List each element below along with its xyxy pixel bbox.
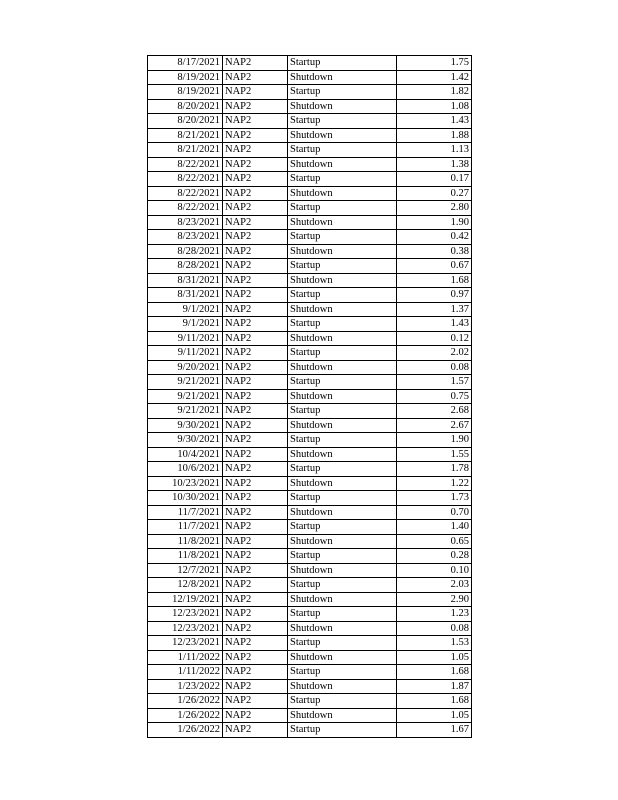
date-cell: 9/1/2021 bbox=[148, 302, 223, 317]
date-cell: 8/23/2021 bbox=[148, 230, 223, 245]
value-cell: 1.22 bbox=[397, 476, 472, 491]
value-cell: 2.03 bbox=[397, 578, 472, 593]
value-cell: 1.08 bbox=[397, 99, 472, 114]
date-cell: 1/23/2022 bbox=[148, 679, 223, 694]
table-row bbox=[148, 723, 472, 738]
event-cell: Shutdown bbox=[288, 650, 397, 665]
unit-cell: NAP2 bbox=[223, 172, 288, 187]
unit-cell: NAP2 bbox=[223, 114, 288, 129]
date-cell: 12/8/2021 bbox=[148, 578, 223, 593]
date-cell: 9/21/2021 bbox=[148, 389, 223, 404]
table-row bbox=[148, 331, 472, 346]
date-cell: 1/26/2022 bbox=[148, 694, 223, 709]
event-cell: Startup bbox=[288, 578, 397, 593]
value-cell: 1.43 bbox=[397, 317, 472, 332]
event-cell: Startup bbox=[288, 346, 397, 361]
unit-cell: NAP2 bbox=[223, 128, 288, 143]
table-row bbox=[148, 259, 472, 274]
unit-cell: NAP2 bbox=[223, 302, 288, 317]
date-cell: 8/21/2021 bbox=[148, 128, 223, 143]
event-cell: Shutdown bbox=[288, 128, 397, 143]
unit-cell: NAP2 bbox=[223, 244, 288, 259]
value-cell: 1.68 bbox=[397, 665, 472, 680]
event-cell: Shutdown bbox=[288, 331, 397, 346]
table-row bbox=[148, 128, 472, 143]
table-row bbox=[148, 534, 472, 549]
table-row bbox=[148, 114, 472, 129]
unit-cell: NAP2 bbox=[223, 433, 288, 448]
date-cell: 1/26/2022 bbox=[148, 723, 223, 738]
unit-cell: NAP2 bbox=[223, 418, 288, 433]
date-cell: 8/22/2021 bbox=[148, 186, 223, 201]
table-row bbox=[148, 505, 472, 520]
date-cell: 9/20/2021 bbox=[148, 360, 223, 375]
date-cell: 12/19/2021 bbox=[148, 592, 223, 607]
table-row bbox=[148, 143, 472, 158]
table-row bbox=[148, 172, 472, 187]
table-row bbox=[148, 520, 472, 535]
event-cell: Shutdown bbox=[288, 534, 397, 549]
table-row bbox=[148, 85, 472, 100]
table-row bbox=[148, 157, 472, 172]
table-body bbox=[148, 56, 472, 738]
value-cell: 1.38 bbox=[397, 157, 472, 172]
value-cell: 1.82 bbox=[397, 85, 472, 100]
table-row bbox=[148, 433, 472, 448]
date-cell: 11/7/2021 bbox=[148, 520, 223, 535]
date-cell: 9/1/2021 bbox=[148, 317, 223, 332]
event-cell: Startup bbox=[288, 201, 397, 216]
date-cell: 8/31/2021 bbox=[148, 288, 223, 303]
event-cell: Startup bbox=[288, 549, 397, 564]
table-row bbox=[148, 462, 472, 477]
date-cell: 10/4/2021 bbox=[148, 447, 223, 462]
event-cell: Startup bbox=[288, 694, 397, 709]
table-row bbox=[148, 549, 472, 564]
date-cell: 9/21/2021 bbox=[148, 404, 223, 419]
value-cell: 1.68 bbox=[397, 273, 472, 288]
date-cell: 10/6/2021 bbox=[148, 462, 223, 477]
event-cell: Shutdown bbox=[288, 157, 397, 172]
table-row bbox=[148, 99, 472, 114]
date-cell: 8/28/2021 bbox=[148, 244, 223, 259]
table-row bbox=[148, 491, 472, 506]
date-cell: 9/11/2021 bbox=[148, 346, 223, 361]
startup-shutdown-table bbox=[147, 55, 472, 738]
table-row bbox=[148, 302, 472, 317]
event-cell: Startup bbox=[288, 85, 397, 100]
date-cell: 10/23/2021 bbox=[148, 476, 223, 491]
table-row bbox=[148, 694, 472, 709]
date-cell: 8/23/2021 bbox=[148, 215, 223, 230]
date-cell: 12/23/2021 bbox=[148, 621, 223, 636]
unit-cell: NAP2 bbox=[223, 360, 288, 375]
event-cell: Shutdown bbox=[288, 505, 397, 520]
value-cell: 0.08 bbox=[397, 621, 472, 636]
table-row bbox=[148, 636, 472, 651]
event-cell: Shutdown bbox=[288, 389, 397, 404]
date-cell: 12/7/2021 bbox=[148, 563, 223, 578]
value-cell: 1.42 bbox=[397, 70, 472, 85]
date-cell: 8/20/2021 bbox=[148, 99, 223, 114]
table-row bbox=[148, 70, 472, 85]
table-row bbox=[148, 679, 472, 694]
unit-cell: NAP2 bbox=[223, 201, 288, 216]
table-row bbox=[148, 578, 472, 593]
value-cell: 0.08 bbox=[397, 360, 472, 375]
unit-cell: NAP2 bbox=[223, 665, 288, 680]
table-row bbox=[148, 273, 472, 288]
value-cell: 0.70 bbox=[397, 505, 472, 520]
table-row bbox=[148, 650, 472, 665]
table-row bbox=[148, 244, 472, 259]
table-row bbox=[148, 360, 472, 375]
date-cell: 12/23/2021 bbox=[148, 636, 223, 651]
event-cell: Startup bbox=[288, 259, 397, 274]
unit-cell: NAP2 bbox=[223, 621, 288, 636]
event-cell: Startup bbox=[288, 404, 397, 419]
event-cell: Shutdown bbox=[288, 273, 397, 288]
event-cell: Shutdown bbox=[288, 418, 397, 433]
date-cell: 8/21/2021 bbox=[148, 143, 223, 158]
value-cell: 1.67 bbox=[397, 723, 472, 738]
event-cell: Startup bbox=[288, 433, 397, 448]
value-cell: 0.42 bbox=[397, 230, 472, 245]
value-cell: 1.53 bbox=[397, 636, 472, 651]
date-cell: 1/11/2022 bbox=[148, 665, 223, 680]
event-cell: Shutdown bbox=[288, 679, 397, 694]
event-cell: Shutdown bbox=[288, 476, 397, 491]
unit-cell: NAP2 bbox=[223, 70, 288, 85]
date-cell: 8/19/2021 bbox=[148, 85, 223, 100]
event-cell: Startup bbox=[288, 636, 397, 651]
unit-cell: NAP2 bbox=[223, 694, 288, 709]
table-row bbox=[148, 418, 472, 433]
value-cell: 1.90 bbox=[397, 433, 472, 448]
table-row bbox=[148, 317, 472, 332]
value-cell: 1.37 bbox=[397, 302, 472, 317]
value-cell: 0.27 bbox=[397, 186, 472, 201]
event-cell: Startup bbox=[288, 375, 397, 390]
event-cell: Startup bbox=[288, 665, 397, 680]
table-row bbox=[148, 447, 472, 462]
table-row bbox=[148, 476, 472, 491]
unit-cell: NAP2 bbox=[223, 563, 288, 578]
unit-cell: NAP2 bbox=[223, 578, 288, 593]
event-cell: Shutdown bbox=[288, 592, 397, 607]
date-cell: 10/30/2021 bbox=[148, 491, 223, 506]
value-cell: 1.05 bbox=[397, 650, 472, 665]
table-row bbox=[148, 186, 472, 201]
date-cell: 11/7/2021 bbox=[148, 505, 223, 520]
unit-cell: NAP2 bbox=[223, 317, 288, 332]
value-cell: 1.78 bbox=[397, 462, 472, 477]
unit-cell: NAP2 bbox=[223, 56, 288, 71]
table-row bbox=[148, 288, 472, 303]
event-cell: Shutdown bbox=[288, 447, 397, 462]
date-cell: 8/17/2021 bbox=[148, 56, 223, 71]
value-cell: 2.90 bbox=[397, 592, 472, 607]
value-cell: 2.02 bbox=[397, 346, 472, 361]
unit-cell: NAP2 bbox=[223, 592, 288, 607]
unit-cell: NAP2 bbox=[223, 288, 288, 303]
table-row bbox=[148, 375, 472, 390]
date-cell: 9/11/2021 bbox=[148, 331, 223, 346]
event-cell: Shutdown bbox=[288, 360, 397, 375]
event-cell: Startup bbox=[288, 491, 397, 506]
value-cell: 2.68 bbox=[397, 404, 472, 419]
unit-cell: NAP2 bbox=[223, 331, 288, 346]
value-cell: 1.40 bbox=[397, 520, 472, 535]
event-cell: Startup bbox=[288, 520, 397, 535]
unit-cell: NAP2 bbox=[223, 447, 288, 462]
unit-cell: NAP2 bbox=[223, 505, 288, 520]
unit-cell: NAP2 bbox=[223, 404, 288, 419]
value-cell: 0.17 bbox=[397, 172, 472, 187]
date-cell: 1/11/2022 bbox=[148, 650, 223, 665]
unit-cell: NAP2 bbox=[223, 143, 288, 158]
date-cell: 8/31/2021 bbox=[148, 273, 223, 288]
unit-cell: NAP2 bbox=[223, 389, 288, 404]
value-cell: 0.65 bbox=[397, 534, 472, 549]
table-row bbox=[148, 56, 472, 71]
value-cell: 1.87 bbox=[397, 679, 472, 694]
date-cell: 8/20/2021 bbox=[148, 114, 223, 129]
event-cell: Shutdown bbox=[288, 621, 397, 636]
date-cell: 8/22/2021 bbox=[148, 157, 223, 172]
date-cell: 9/30/2021 bbox=[148, 418, 223, 433]
unit-cell: NAP2 bbox=[223, 636, 288, 651]
table-row bbox=[148, 201, 472, 216]
event-cell: Startup bbox=[288, 317, 397, 332]
unit-cell: NAP2 bbox=[223, 476, 288, 491]
date-cell: 8/19/2021 bbox=[148, 70, 223, 85]
event-cell: Startup bbox=[288, 462, 397, 477]
unit-cell: NAP2 bbox=[223, 375, 288, 390]
value-cell: 1.55 bbox=[397, 447, 472, 462]
date-cell: 9/21/2021 bbox=[148, 375, 223, 390]
unit-cell: NAP2 bbox=[223, 230, 288, 245]
date-cell: 11/8/2021 bbox=[148, 549, 223, 564]
date-cell: 8/22/2021 bbox=[148, 172, 223, 187]
unit-cell: NAP2 bbox=[223, 650, 288, 665]
value-cell: 0.28 bbox=[397, 549, 472, 564]
date-cell: 8/28/2021 bbox=[148, 259, 223, 274]
unit-cell: NAP2 bbox=[223, 99, 288, 114]
value-cell: 1.68 bbox=[397, 694, 472, 709]
event-cell: Startup bbox=[288, 230, 397, 245]
table-row bbox=[148, 708, 472, 723]
value-cell: 1.23 bbox=[397, 607, 472, 622]
date-cell: 11/8/2021 bbox=[148, 534, 223, 549]
unit-cell: NAP2 bbox=[223, 708, 288, 723]
table-row bbox=[148, 346, 472, 361]
table-row bbox=[148, 563, 472, 578]
value-cell: 1.43 bbox=[397, 114, 472, 129]
table-row bbox=[148, 665, 472, 680]
value-cell: 1.13 bbox=[397, 143, 472, 158]
unit-cell: NAP2 bbox=[223, 534, 288, 549]
table-row bbox=[148, 389, 472, 404]
unit-cell: NAP2 bbox=[223, 723, 288, 738]
date-cell: 1/26/2022 bbox=[148, 708, 223, 723]
unit-cell: NAP2 bbox=[223, 273, 288, 288]
unit-cell: NAP2 bbox=[223, 462, 288, 477]
event-cell: Startup bbox=[288, 114, 397, 129]
table-row bbox=[148, 215, 472, 230]
value-cell: 0.75 bbox=[397, 389, 472, 404]
event-cell: Shutdown bbox=[288, 244, 397, 259]
value-cell: 1.73 bbox=[397, 491, 472, 506]
unit-cell: NAP2 bbox=[223, 520, 288, 535]
event-cell: Startup bbox=[288, 607, 397, 622]
value-cell: 2.67 bbox=[397, 418, 472, 433]
event-cell: Startup bbox=[288, 723, 397, 738]
value-cell: 0.12 bbox=[397, 331, 472, 346]
event-cell: Shutdown bbox=[288, 99, 397, 114]
unit-cell: NAP2 bbox=[223, 186, 288, 201]
value-cell: 0.38 bbox=[397, 244, 472, 259]
value-cell: 0.97 bbox=[397, 288, 472, 303]
unit-cell: NAP2 bbox=[223, 607, 288, 622]
event-cell: Shutdown bbox=[288, 708, 397, 723]
event-cell: Startup bbox=[288, 172, 397, 187]
event-cell: Shutdown bbox=[288, 186, 397, 201]
date-cell: 9/30/2021 bbox=[148, 433, 223, 448]
value-cell: 1.88 bbox=[397, 128, 472, 143]
table-row bbox=[148, 592, 472, 607]
unit-cell: NAP2 bbox=[223, 85, 288, 100]
unit-cell: NAP2 bbox=[223, 215, 288, 230]
value-cell: 2.80 bbox=[397, 201, 472, 216]
event-cell: Shutdown bbox=[288, 302, 397, 317]
table-row bbox=[148, 404, 472, 419]
event-cell: Startup bbox=[288, 288, 397, 303]
event-cell: Shutdown bbox=[288, 563, 397, 578]
event-cell: Shutdown bbox=[288, 215, 397, 230]
table-row bbox=[148, 621, 472, 636]
unit-cell: NAP2 bbox=[223, 679, 288, 694]
table-row bbox=[148, 607, 472, 622]
unit-cell: NAP2 bbox=[223, 157, 288, 172]
unit-cell: NAP2 bbox=[223, 549, 288, 564]
unit-cell: NAP2 bbox=[223, 346, 288, 361]
value-cell: 1.90 bbox=[397, 215, 472, 230]
value-cell: 0.67 bbox=[397, 259, 472, 274]
value-cell: 0.10 bbox=[397, 563, 472, 578]
unit-cell: NAP2 bbox=[223, 259, 288, 274]
date-cell: 8/22/2021 bbox=[148, 201, 223, 216]
value-cell: 1.05 bbox=[397, 708, 472, 723]
value-cell: 1.57 bbox=[397, 375, 472, 390]
unit-cell: NAP2 bbox=[223, 491, 288, 506]
event-cell: Startup bbox=[288, 56, 397, 71]
event-cell: Startup bbox=[288, 143, 397, 158]
event-cell: Shutdown bbox=[288, 70, 397, 85]
date-cell: 12/23/2021 bbox=[148, 607, 223, 622]
table-row bbox=[148, 230, 472, 245]
value-cell: 1.75 bbox=[397, 56, 472, 71]
